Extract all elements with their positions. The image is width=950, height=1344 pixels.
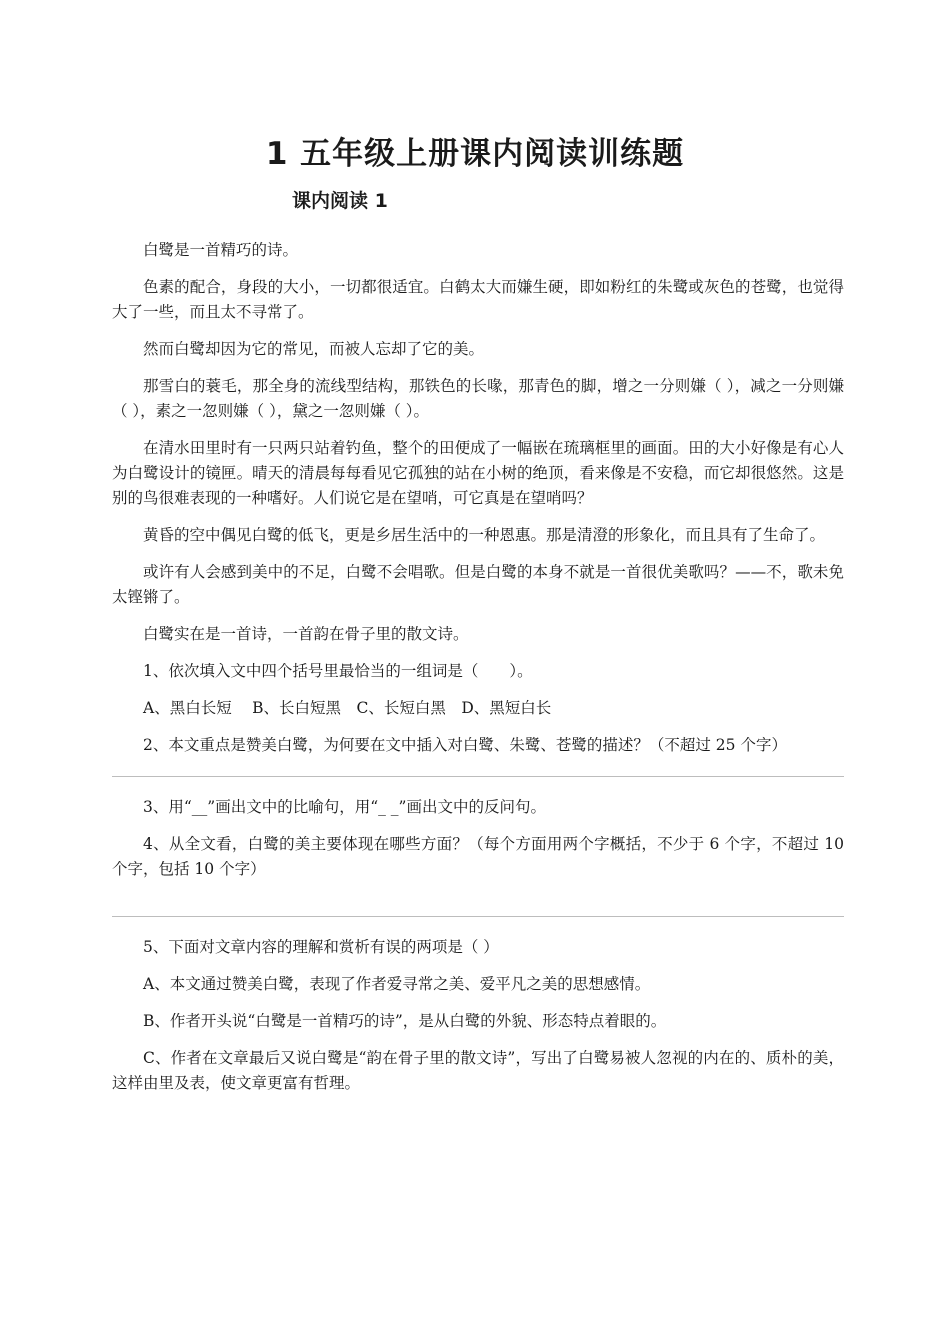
question-5: 5、下面对文章内容的理解和赏析有误的两项是（ ） <box>143 938 499 956</box>
question-4: 4、从全文看，白鹭的美主要体现在哪些方面？（每个方面用两个字概括，不少于 6 个字，不超过 10 个字，包括 10 个字） <box>112 835 844 878</box>
question-1: 1、依次填入文中四个括号里最恰当的一组词是（ ）。 <box>143 662 533 680</box>
passage-paragraph: 或许有人会感到美中的不足，白鹭不会唱歌。但是白鹭的本身不就是一首很优美歌吗？——不，歌未免太铿锵了。 <box>112 563 844 606</box>
question-1-options: A、黑白长短 B、长白短黑 C、长短白黑 D、黑短白长 <box>143 699 552 717</box>
answer-line <box>112 916 844 917</box>
passage-paragraph: 色素的配合，身段的大小，一切都很适宜。白鹤太大而嫌生硬，即如粉红的朱鹭或灰色的苍鹭，也觉得大了一些，而且太不寻常了。 <box>112 278 844 321</box>
question-5-option-b: B、作者开头说“白鹭是一首精巧的诗”，是从白鹭的外貌、形态特点着眼的。 <box>143 1012 667 1030</box>
answer-line <box>112 776 844 777</box>
passage-paragraph: 那雪白的蓑毛，那全身的流线型结构，那铁色的长喙，那青色的脚，增之一分则嫌（ ），减之一分则嫌（ ），素之一忽则嫌（ ），黛之一忽则嫌（ ）。 <box>112 377 844 420</box>
passage-paragraph: 然而白鹭却因为它的常见，而被人忘却了它的美。 <box>143 340 485 358</box>
page-title: 1 五年级上册课内阅读训练题 <box>265 136 685 172</box>
question-3: 3、用“__”画出文中的比喻句，用“_ _”画出文中的反问句。 <box>143 798 546 816</box>
question-5-option-c: C、作者在文章最后又说白鹭是“韵在骨子里的散文诗”，写出了白鹭易被人忽视的内在的、质朴的美，这样由里及表，使文章更富有哲理。 <box>112 1049 844 1092</box>
passage-paragraph: 黄昏的空中偶见白鹭的低飞，更是乡居生活中的一种恩惠。那是清澄的形象化，而且具有了生命了。 <box>143 526 826 544</box>
section-subtitle: 课内阅读 1 <box>292 190 388 212</box>
passage-paragraph: 在清水田里时有一只两只站着钓鱼，整个的田便成了一幅嵌在琉璃框里的画面。田的大小好像是有心人为白鹭设计的镜匣。晴天的清晨每每看见它孤独的站在小树的绝顶，看来像是不安稳，而它却很悠然。这是别的鸟很难表现的一种嗜好。人们说它是在望哨，可它真是在望哨吗？ <box>112 439 844 507</box>
question-5-option-a: A、本文通过赞美白鹭，表现了作者爱寻常之美、爱平凡之美的思想感情。 <box>143 975 651 993</box>
passage-paragraph: 白鹭是一首精巧的诗。 <box>143 241 299 259</box>
question-2: 2、本文重点是赞美白鹭，为何要在文中插入对白鹭、朱鹭、苍鹭的描述？（不超过 25 个字） <box>143 736 787 754</box>
passage-paragraph: 白鹭实在是一首诗，一首韵在骨子里的散文诗。 <box>143 625 469 643</box>
worksheet-body <box>112 238 844 1108</box>
